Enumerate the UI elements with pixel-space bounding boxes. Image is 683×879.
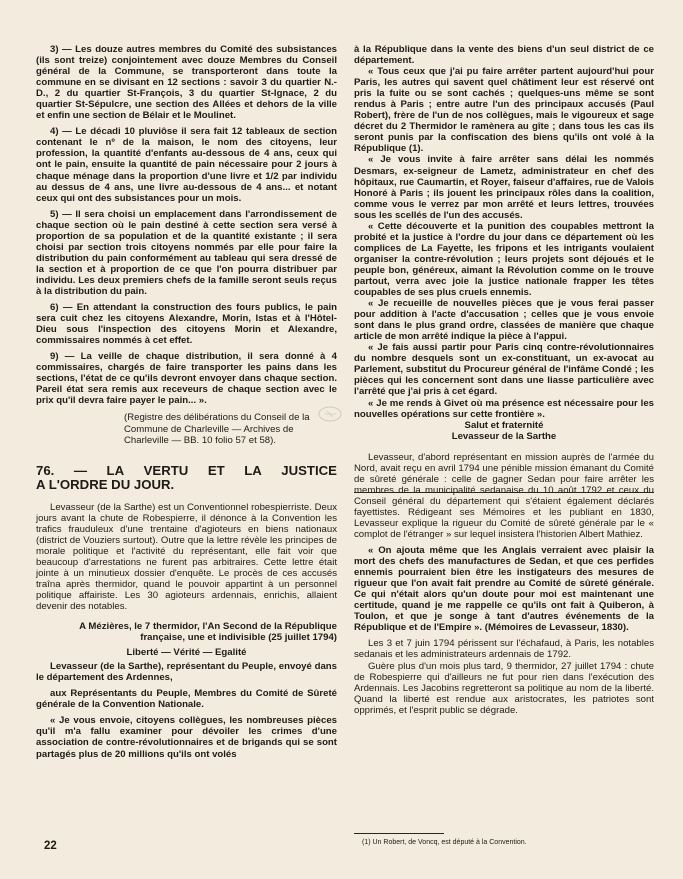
memoires-quote: « On ajouta même que les Anglais verraient avec plaisir la mort des chefs des manufactures de Sedan, et que ces perfides ennemis pourraient bien être les instigateurs des mesures de rigueur que l'on avait fait prendre au Comité de sûreté générale. Ce qui n'était alors qu'un doute pour moi est maintenant une certitude, quand je me rappelle ce qu'ils ont fait à Quiberon, à Toulon, et que je songe à tant d'autres événements de la République et de l'Empire ». (Mémoires de Levasseur, 1830). <box>354 545 654 634</box>
letter-continuation: à la République dans la vente des biens d'un seul district de ce département. <box>354 44 654 67</box>
commentary-1: Levasseur, d'abord représentant en mission auprès de l'armée du Nord, avait reçu en avril 1794 une pénible mission émanant du Comité de sûreté générale : celle de gagner Sedan pour faire arrêter les membres de la municipalité sedanaise du 10 août 1792 et ceux du Conseil général du département qui s'étaient également déclarés fayettistes. Rédigeant ses Mémoires et les publiant en 1830, Levasseur explique la rigueur du Comité de sûreté générale par le « complot de l'étranger » sur lequel insistera l'historien Albert Mathiez. <box>354 451 654 541</box>
section-title: 76. — LA VERTU ET LA JUSTICE A L'ORDRE DU JOUR. <box>36 462 337 493</box>
letter-para-givet: « Je me rends à Givet où ma présence est nécessaire pour les nouvelles opérations sur cette frontière ». <box>354 397 654 420</box>
letter-salutation: Salut et fraternité <box>464 419 544 431</box>
letter-dateline: A Mézières, le 7 thermidor, l'An Second de la République française, une et indivisible (25 juillet 1794) <box>79 621 337 644</box>
letter-para-departures: « Je fais aussi partir pour Paris cinq contre-révolutionnaires du nombre desquels sont un ex-constituant, un ex-avocat au Parlement, substitut du Procureur général de l'infâme Condé ; les pièces qui les concernent sont dans une liasse particulière avec l'arrêté que j'ai pris à cet égard. <box>354 342 654 398</box>
right-column <box>354 44 654 716</box>
section-title-line-2: A L'ORDRE DU JOUR. <box>36 477 175 493</box>
letter-para-discovery: « Cette découverte et la punition des coupables mettront la probité et la justice à l'ordre du jour dans ce département où les complices de La Fayette, les fripons et les intrigants voulaient organiser la contre-révolution ; leurs projets sont déjoués et le peuple bon, généreux, aimant la Révolution comme on le trouve partout, verra avec joie la justice nationale frapper les têtes coupables de ses plus cruels ennemis. <box>354 220 654 299</box>
letter-signature: Levasseur de la Sarthe <box>451 430 557 442</box>
article-4: 4) — Le décadi 10 pluviôse il sera fait 12 tableaux de section contenant le nº de la maison, le nom des citoyens, leur profession, la quantité d'enfants au-dessous de 4 ans, ceux qui ont le pain, ensuite la quantité de pain nécessaire pour 2 jours à chaque ménage dans la proportion d'une livre et 1/2 par individu au dessus de 4 ans, une livre au-dessous de 4 ans... et notant ceux qui ont des subsistances pour un mois. <box>36 126 337 204</box>
letter-divider <box>354 492 654 493</box>
library-stamp-icon <box>318 406 342 422</box>
letter-recipient: aux Représentants du Peuple, Membres du Comité de Sûreté générale de la Convention Nationale. <box>36 688 337 711</box>
letter-para-invite: « Je vous invite à faire arrêter sans délai les nommés Desmars, ex-seigneur de Lametz, administrateur en chef des hôpitaux, rue Caumartin, et Royer, faiseur d'affaires, rue de Valois Honoré à Paris ; ils jouent les principaux rôles dans la coalition, comme vous le verrez par mon arrêté et leurs lettres, trouvées sous les scellés de l'un des accusés. <box>354 154 654 221</box>
article-9: 9) — La veille de chaque distribution, il sera donné à 4 commissaires, chargés de faire transporter les pains dans les sections, l'état de ce qu'ils devront envoyer dans chaque section. Pareil état sera remis aux receveurs de chaque section avec le prix qu'il devra faire payer le pain... ». <box>36 351 337 407</box>
left-column <box>36 44 337 760</box>
commentary-3: Guère plus d'un mois plus tard, 9 thermidor, 27 juillet 1794 : chute de Robespierre qui d'ailleurs ne fut pour rien dans l'exécution des Ardennais. Les Jacobins regretteront sa politique au nom de la liberté. Quand la liberté est rendue aux aristocrates, les patriotes sont opprimés, et l'esprit public se dégrade. <box>354 660 654 716</box>
page-number: 22 <box>44 840 57 852</box>
footnote-divider <box>354 833 444 834</box>
letter-opening: « Je vous envoie, citoyens collègues, les nombreuses pièces qu'il m'a fallu examiner pour dévoiler les crimes d'une association de contre-révolutionnaires et de brigands qui se sont partagés plus de 20 millions qu'ils ont volés <box>36 715 337 760</box>
commentary-2: Les 3 et 7 juin 1794 périssent sur l'échafaud, à Paris, les notables sedanais et les administrateurs ardennais de 1792. <box>354 638 654 661</box>
letter-sender: Levasseur (de la Sarthe), représentant du Peuple, envoyé dans le département des Ardennes, <box>36 661 337 684</box>
article-5: 5) — Il sera choisi un emplacement dans l'arrondissement de chaque section où le pain destiné à cette section sera versé à proportion de sa population et de la quantité existante ; il sera choisi par section trois citoyens nommés par elle pour faire la distribution du pain conformément au tableau qui sera dressé de la section et à proportion de ce que l'on pourra distribuer par individu. Les deux premiers chefs de la famille seront seuls reçus à la distribution du pain. <box>36 208 337 297</box>
article-6: 6) — En attendant la construction des fours publics, le pain sera cuit chez les citoyens Alexandre, Morin, Istas et à l'Hôtel-Dieu sous l'inspection des citoyens Morin et Alexandre, commissaires nommés à cet effet. <box>36 302 337 347</box>
section-intro: Levasseur (de la Sarthe) est un Conventionnel robespierriste. Deux jours avant la chute de Robespierre, il dénonce à la Convention les trafics frauduleux d'une trentaine d'agioteurs en biens nationaux (district de Vouziers surtout). Outre que la lettre révèle les principes de morale politique et l'activité du représentant, elle fait voir que beaucoup d'arrestations ne furent pas arbitraires. Cette lettre était jointe à un minutieux dossier d'enquête. Le procès de ces accusés traîna après thermidor, quand le pouvoir appartint à un personnel politique affairiste. Les 30 agioteurs ardennais, enrichis, allaient devenir des notables. <box>36 501 337 613</box>
section-number: 76. <box>36 462 55 478</box>
source-citation: (Registre des délibérations du Conseil de la Commune de Charleville — Archives de Charleville — BB. 10 folio 57 et 58). <box>124 412 310 446</box>
letter-motto: Liberté — Vérité — Egalité <box>126 647 247 659</box>
letter-para-arrests: « Tous ceux que j'ai pu faire arrêter partent aujourd'hui pour Paris, les autres qui savent quel châtiment leur est réservé ont pris la fuite ou se sont cachés ; quelques-uns même se sont rendus à Paris ; entre autre l'un des principaux accusés (Paul Robert), frère de l'un de nos collègues, mais le vigoureux et sage décret du 2 Thermidor le ramènera au gîte ; dans tous les cas ils seront punis par la confiscation des biens qu'ils ont volé à la République (1). <box>354 66 654 155</box>
letter-para-documents: « Je recueille de nouvelles pièces que je vous ferai passer pour addition à l'acte d'accusation ; celles que je vous envoie sont dans le plus grand ordre, classées de manière que chaque article de mon arrêté indique la pièce à l'appui. <box>354 298 654 343</box>
footnote: (1) Un Robert, de Voncq, est député à la Convention. <box>362 839 527 846</box>
article-3: 3) — Les douze autres membres du Comité des subsistances (ils sont treize) conjointement avec douze Membres du Conseil général de la Commune, se transporteront dans toute la commune en se divisant en 12 sections : savoir 3 du quartier N.-D., 2 du quartier St-François, 3 du quartier St-Ignace, 2 du quartier St-Sépulcre, une section des Allées et dehors de la ville et enfin une section de Bélair et le Moulinet. <box>36 44 337 122</box>
